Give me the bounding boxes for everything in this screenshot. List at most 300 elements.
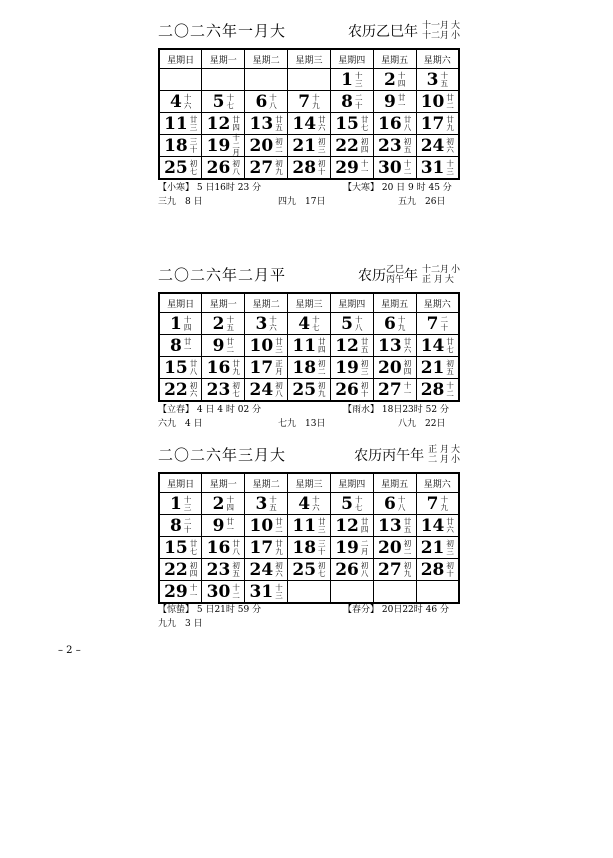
lunar-date: 十 二 bbox=[446, 381, 454, 398]
lunar-date: 初 五 bbox=[232, 561, 240, 578]
day-content bbox=[202, 493, 244, 514]
day-content bbox=[417, 69, 458, 90]
weekday-header: 星期一 bbox=[202, 293, 245, 313]
solar-date: 9 bbox=[383, 91, 396, 112]
lunar-date: 廿 四 bbox=[318, 337, 326, 354]
solar-date: 12 bbox=[206, 113, 231, 134]
day-cell bbox=[245, 69, 288, 91]
lunar-date: 廿 五 bbox=[275, 115, 283, 132]
day-content bbox=[417, 379, 458, 400]
day-cell bbox=[202, 515, 245, 537]
day-content bbox=[374, 135, 416, 156]
weekday-header: 星期五 bbox=[373, 473, 416, 493]
day-content bbox=[417, 559, 458, 580]
solar-date: 20 bbox=[249, 135, 274, 156]
day-content bbox=[331, 537, 373, 558]
solar-date: 9 bbox=[212, 335, 225, 356]
lunar-year: 丙午 bbox=[385, 275, 404, 285]
day-cell bbox=[159, 357, 202, 379]
day-cell bbox=[330, 537, 373, 559]
lunar-date: 廿 二 bbox=[275, 517, 283, 534]
solar-terms-notes bbox=[158, 602, 460, 630]
day-cell bbox=[159, 91, 202, 113]
day-content bbox=[245, 91, 287, 112]
lunar-prefix: 农历 bbox=[357, 268, 386, 284]
day-cell bbox=[330, 135, 373, 157]
solar-date: 23 bbox=[378, 135, 402, 156]
day-content bbox=[288, 493, 330, 514]
lunar-date: 初 五 bbox=[403, 137, 412, 154]
lunar-date: 初 六 bbox=[446, 137, 454, 154]
calendar-grid bbox=[158, 472, 460, 604]
lunar-month-size: 大 bbox=[450, 445, 460, 455]
day-cell bbox=[245, 581, 288, 604]
lunar-date: 十 九 bbox=[397, 315, 406, 332]
day-content bbox=[245, 581, 287, 602]
week-row bbox=[159, 313, 459, 335]
month-title: 二〇二六年二月平 bbox=[158, 266, 287, 284]
weekday-header: 星期二 bbox=[245, 293, 288, 313]
day-cell bbox=[373, 357, 416, 379]
solar-terms-notes bbox=[158, 402, 460, 430]
lunar-date: 十 四 bbox=[183, 315, 192, 332]
lunar-date: 初 二 bbox=[275, 137, 283, 154]
lunar-prefix: 农历 bbox=[354, 448, 383, 464]
day-cell bbox=[159, 537, 202, 559]
solar-term: 【大寒】 20 日 9 时 45 分 bbox=[343, 183, 452, 193]
week-row bbox=[159, 537, 459, 559]
lunar-month-size: 小 bbox=[450, 455, 460, 465]
day-cell bbox=[373, 379, 416, 402]
day-content bbox=[417, 335, 458, 356]
solar-date: 11 bbox=[164, 113, 188, 134]
solar-date: 13 bbox=[378, 515, 402, 536]
lunar-year: 乙巳 bbox=[385, 265, 404, 275]
lunar-years bbox=[386, 265, 404, 285]
solar-term: 【惊蛰】 5 日21时 59 分 bbox=[158, 605, 262, 615]
solar-date: 25 bbox=[292, 559, 317, 580]
week-row bbox=[159, 113, 459, 135]
lunar-date: 廿 二 bbox=[226, 337, 234, 354]
day-content bbox=[245, 113, 287, 134]
weekday-header: 星期三 bbox=[288, 49, 331, 69]
day-cell bbox=[288, 113, 331, 135]
day-content bbox=[202, 559, 244, 580]
day-content bbox=[417, 113, 458, 134]
day-cell bbox=[416, 559, 459, 581]
lunar-date: 初 七 bbox=[318, 561, 326, 578]
day-content bbox=[374, 313, 416, 334]
day-cell bbox=[330, 113, 373, 135]
day-content bbox=[202, 313, 244, 334]
nine-nines-entry: 三九 8 日 bbox=[158, 197, 203, 207]
day-content bbox=[374, 91, 416, 112]
weekday-header: 星期五 bbox=[373, 49, 416, 69]
lunar-month-name: 正 月 bbox=[428, 445, 449, 455]
month-3 bbox=[158, 438, 460, 604]
day-cell bbox=[288, 357, 331, 379]
weekday-header: 星期六 bbox=[416, 473, 459, 493]
lunar-date: 廿 三 bbox=[189, 115, 198, 132]
lunar-date: 十 七 bbox=[354, 495, 363, 512]
lunar-date: 廿 一 bbox=[226, 517, 234, 534]
lunar-date: 十 一 bbox=[403, 381, 412, 398]
solar-date: 22 bbox=[164, 379, 188, 400]
solar-date: 3 bbox=[255, 313, 268, 334]
lunar-date: 十 二 bbox=[403, 159, 412, 176]
nine-nines-entry: 七九 13日 bbox=[278, 419, 326, 429]
solar-date: 6 bbox=[383, 313, 396, 334]
day-cell bbox=[245, 91, 288, 113]
day-content bbox=[374, 357, 416, 378]
day-cell bbox=[330, 335, 373, 357]
lunar-date: 三 十 bbox=[318, 539, 326, 556]
day-cell bbox=[330, 581, 373, 604]
solar-date: 27 bbox=[249, 157, 274, 178]
day-cell bbox=[330, 91, 373, 113]
lunar-date: 廿 七 bbox=[189, 539, 198, 556]
week-row bbox=[159, 69, 459, 91]
day-content bbox=[417, 91, 458, 112]
day-cell bbox=[245, 515, 288, 537]
day-cell bbox=[288, 157, 331, 180]
solar-date: 20 bbox=[378, 357, 402, 378]
week-row bbox=[159, 515, 459, 537]
lunar-date: 十 八 bbox=[354, 315, 363, 332]
nine-nines-row bbox=[158, 616, 460, 630]
lunar-date: 廿 一 bbox=[397, 93, 406, 110]
day-cell bbox=[245, 559, 288, 581]
nine-nines-row bbox=[158, 416, 460, 430]
day-cell bbox=[373, 135, 416, 157]
day-cell bbox=[373, 157, 416, 180]
day-cell bbox=[288, 335, 331, 357]
day-cell bbox=[202, 135, 245, 157]
solar-date: 8 bbox=[170, 515, 182, 536]
solar-date: 23 bbox=[206, 379, 231, 400]
day-content bbox=[417, 537, 458, 558]
day-cell bbox=[416, 493, 459, 515]
lunar-date: 初 八 bbox=[360, 561, 369, 578]
solar-date: 14 bbox=[420, 515, 445, 536]
day-cell bbox=[159, 515, 202, 537]
day-cell bbox=[288, 313, 331, 335]
lunar-month-name: 二 月 bbox=[428, 455, 449, 465]
lunar-date: 三 十 bbox=[189, 137, 198, 154]
calendar-grid bbox=[158, 48, 460, 180]
solar-date: 28 bbox=[420, 559, 445, 580]
day-content bbox=[202, 357, 244, 378]
day-cell bbox=[416, 357, 459, 379]
solar-date: 11 bbox=[292, 335, 317, 356]
solar-date: 22 bbox=[335, 135, 359, 156]
solar-date: 24 bbox=[249, 379, 274, 400]
day-cell bbox=[373, 113, 416, 135]
lunar-date: 二 十 bbox=[440, 315, 448, 332]
solar-date: 31 bbox=[249, 581, 274, 602]
lunar-date: 廿 七 bbox=[360, 115, 369, 132]
day-cell bbox=[288, 515, 331, 537]
weekday-header: 星期五 bbox=[373, 293, 416, 313]
solar-date: 17 bbox=[249, 537, 274, 558]
month-title: 二〇二六年一月大 bbox=[158, 22, 287, 40]
day-cell bbox=[288, 69, 331, 91]
lunar-date: 廿 八 bbox=[189, 359, 198, 376]
lunar-date: 初 七 bbox=[189, 159, 198, 176]
day-content bbox=[288, 357, 330, 378]
lunar-month-name: 十二月 bbox=[421, 265, 449, 275]
solar-date: 30 bbox=[206, 581, 231, 602]
week-row bbox=[159, 135, 459, 157]
lunar-date: 十 八 bbox=[269, 93, 277, 110]
day-content bbox=[245, 135, 287, 156]
day-content bbox=[331, 357, 373, 378]
day-cell bbox=[245, 493, 288, 515]
lunar-date: 十 一 bbox=[360, 159, 369, 176]
lunar-date: 初 三 bbox=[446, 539, 454, 556]
lunar-date: 初 十 bbox=[360, 381, 369, 398]
solar-date: 7 bbox=[426, 313, 439, 334]
weekday-header: 星期四 bbox=[330, 473, 373, 493]
day-content bbox=[331, 313, 373, 334]
day-content bbox=[245, 493, 287, 514]
solar-terms-notes bbox=[158, 180, 460, 208]
lunar-date: 初 八 bbox=[232, 159, 240, 176]
lunar-date: 十 五 bbox=[440, 71, 448, 88]
lunar-date: 初 九 bbox=[275, 159, 283, 176]
solar-date: 22 bbox=[164, 559, 188, 580]
lunar-date: 十 九 bbox=[440, 495, 448, 512]
day-content bbox=[160, 493, 201, 514]
solar-date: 5 bbox=[212, 91, 225, 112]
solar-date: 1 bbox=[170, 493, 182, 514]
lunar-date: 廿 四 bbox=[360, 517, 369, 534]
day-cell bbox=[159, 69, 202, 91]
solar-date: 18 bbox=[292, 537, 317, 558]
solar-date: 4 bbox=[298, 493, 311, 514]
day-cell bbox=[416, 335, 459, 357]
solar-date: 5 bbox=[341, 493, 353, 514]
day-content bbox=[202, 581, 244, 602]
lunar-date: 十 六 bbox=[312, 495, 320, 512]
lunar-suffix: 年 bbox=[410, 448, 425, 464]
lunar-date: 初 四 bbox=[403, 359, 412, 376]
solar-date: 30 bbox=[378, 157, 402, 178]
lunar-date: 初 十 bbox=[446, 561, 454, 578]
solar-date: 4 bbox=[298, 313, 311, 334]
lunar-date: 初 三 bbox=[360, 359, 369, 376]
solar-date: 15 bbox=[164, 357, 188, 378]
solar-date: 29 bbox=[164, 581, 188, 602]
solar-date: 10 bbox=[249, 335, 274, 356]
day-cell bbox=[330, 313, 373, 335]
day-content bbox=[160, 91, 201, 112]
day-content bbox=[245, 335, 287, 356]
lunar-year: 丙午 bbox=[382, 448, 411, 464]
lunar-date: 十 一 bbox=[189, 583, 198, 600]
solar-date: 18 bbox=[292, 357, 317, 378]
week-row bbox=[159, 157, 459, 180]
day-content bbox=[160, 581, 201, 602]
day-content bbox=[245, 357, 287, 378]
day-content bbox=[374, 537, 416, 558]
solar-date: 18 bbox=[164, 135, 188, 156]
lunar-date: 廿 七 bbox=[446, 337, 454, 354]
month-header bbox=[158, 258, 460, 292]
day-cell bbox=[202, 357, 245, 379]
day-cell bbox=[288, 135, 331, 157]
solar-date: 4 bbox=[170, 91, 182, 112]
lunar-date: 十 三 bbox=[183, 495, 192, 512]
calendar-grid bbox=[158, 292, 460, 402]
day-cell bbox=[245, 157, 288, 180]
day-cell bbox=[202, 493, 245, 515]
day-content bbox=[160, 357, 201, 378]
day-cell bbox=[288, 559, 331, 581]
lunar-month bbox=[422, 275, 460, 285]
day-content bbox=[331, 493, 373, 514]
day-content bbox=[202, 335, 244, 356]
lunar-months bbox=[422, 21, 460, 41]
weekday-header: 星期三 bbox=[288, 293, 331, 313]
lunar-date: 廿 九 bbox=[446, 115, 454, 132]
day-cell bbox=[330, 157, 373, 180]
day-cell bbox=[159, 493, 202, 515]
lunar-date: 正 月 bbox=[275, 359, 283, 376]
month-1 bbox=[158, 14, 460, 180]
lunar-date: 十 七 bbox=[312, 315, 320, 332]
day-cell bbox=[416, 135, 459, 157]
lunar-date: 廿 二 bbox=[446, 93, 454, 110]
solar-date: 19 bbox=[206, 135, 231, 156]
weekday-header: 星期四 bbox=[330, 49, 373, 69]
day-cell bbox=[373, 515, 416, 537]
week-row bbox=[159, 559, 459, 581]
solar-date: 26 bbox=[335, 379, 359, 400]
day-cell bbox=[373, 335, 416, 357]
day-content bbox=[288, 113, 330, 134]
day-cell bbox=[245, 135, 288, 157]
day-content bbox=[245, 157, 287, 178]
lunar-month-name: 十一月 bbox=[421, 21, 449, 31]
solar-date: 24 bbox=[420, 135, 445, 156]
day-content bbox=[288, 135, 330, 156]
solar-date: 15 bbox=[335, 113, 359, 134]
lunar-date: 十 八 bbox=[397, 495, 406, 512]
month-2 bbox=[158, 258, 460, 402]
lunar-date: 十 五 bbox=[226, 315, 234, 332]
lunar-date: 十 七 bbox=[226, 93, 234, 110]
solar-date: 10 bbox=[420, 91, 445, 112]
day-content bbox=[245, 379, 287, 400]
solar-date: 14 bbox=[420, 335, 445, 356]
solar-date: 28 bbox=[292, 157, 317, 178]
day-cell bbox=[288, 91, 331, 113]
day-content bbox=[374, 69, 416, 90]
week-row bbox=[159, 357, 459, 379]
day-content bbox=[288, 91, 330, 112]
solar-date: 8 bbox=[341, 91, 353, 112]
day-content bbox=[331, 69, 373, 90]
solar-date: 2 bbox=[212, 313, 225, 334]
weekday-header: 星期二 bbox=[245, 473, 288, 493]
day-cell bbox=[202, 91, 245, 113]
solar-date: 27 bbox=[378, 379, 402, 400]
day-content bbox=[331, 559, 373, 580]
day-cell bbox=[159, 335, 202, 357]
day-content bbox=[417, 135, 458, 156]
lunar-months bbox=[428, 445, 460, 465]
lunar-date: 廿 三 bbox=[275, 337, 283, 354]
lunar-date: 初 二 bbox=[318, 359, 326, 376]
day-cell bbox=[416, 581, 459, 604]
solar-date: 13 bbox=[378, 335, 402, 356]
lunar-date: 廿 六 bbox=[318, 115, 326, 132]
day-cell bbox=[202, 581, 245, 604]
nine-nines-entry: 九九 3 日 bbox=[158, 619, 203, 629]
day-content bbox=[331, 335, 373, 356]
solar-date: 11 bbox=[292, 515, 317, 536]
lunar-date: 二 十 bbox=[183, 517, 192, 534]
day-cell bbox=[202, 313, 245, 335]
day-cell bbox=[245, 379, 288, 402]
day-content bbox=[374, 559, 416, 580]
lunar-date: 廿 九 bbox=[275, 539, 283, 556]
page-number: – 2 – bbox=[58, 645, 81, 656]
lunar-date: 廿 三 bbox=[318, 517, 326, 534]
day-cell bbox=[373, 313, 416, 335]
day-cell bbox=[159, 379, 202, 402]
solar-date: 6 bbox=[255, 91, 268, 112]
day-content bbox=[374, 379, 416, 400]
lunar-month bbox=[428, 455, 460, 465]
weekday-header: 星期三 bbox=[288, 473, 331, 493]
day-cell bbox=[416, 91, 459, 113]
lunar-month-name: 正 月 bbox=[421, 275, 443, 285]
day-cell bbox=[416, 537, 459, 559]
solar-date: 7 bbox=[426, 493, 439, 514]
day-cell bbox=[159, 157, 202, 180]
lunar-date: 十 三 bbox=[354, 71, 363, 88]
weekday-header-row bbox=[159, 473, 459, 493]
solar-date: 12 bbox=[335, 335, 359, 356]
lunar-date: 十 三 bbox=[275, 583, 283, 600]
day-content bbox=[288, 335, 330, 356]
lunar-month-size: 大 bbox=[444, 275, 454, 285]
day-cell bbox=[373, 559, 416, 581]
lunar-date: 初 四 bbox=[189, 561, 198, 578]
day-cell bbox=[373, 537, 416, 559]
day-cell bbox=[202, 113, 245, 135]
day-content bbox=[288, 313, 330, 334]
nine-nines-entry: 八九 22日 bbox=[398, 419, 446, 429]
day-content bbox=[160, 335, 201, 356]
day-content bbox=[288, 379, 330, 400]
weekday-header: 星期六 bbox=[416, 49, 459, 69]
day-content bbox=[331, 135, 373, 156]
solar-date: 6 bbox=[383, 493, 396, 514]
day-cell bbox=[202, 379, 245, 402]
day-cell bbox=[159, 113, 202, 135]
day-content bbox=[160, 559, 201, 580]
day-content bbox=[245, 515, 287, 536]
solar-date: 26 bbox=[206, 157, 231, 178]
lunar-date: 初 七 bbox=[232, 381, 240, 398]
lunar-date: 初 四 bbox=[360, 137, 369, 154]
solar-date: 16 bbox=[206, 357, 231, 378]
day-content bbox=[288, 515, 330, 536]
lunar-date: 初 十 bbox=[318, 159, 326, 176]
